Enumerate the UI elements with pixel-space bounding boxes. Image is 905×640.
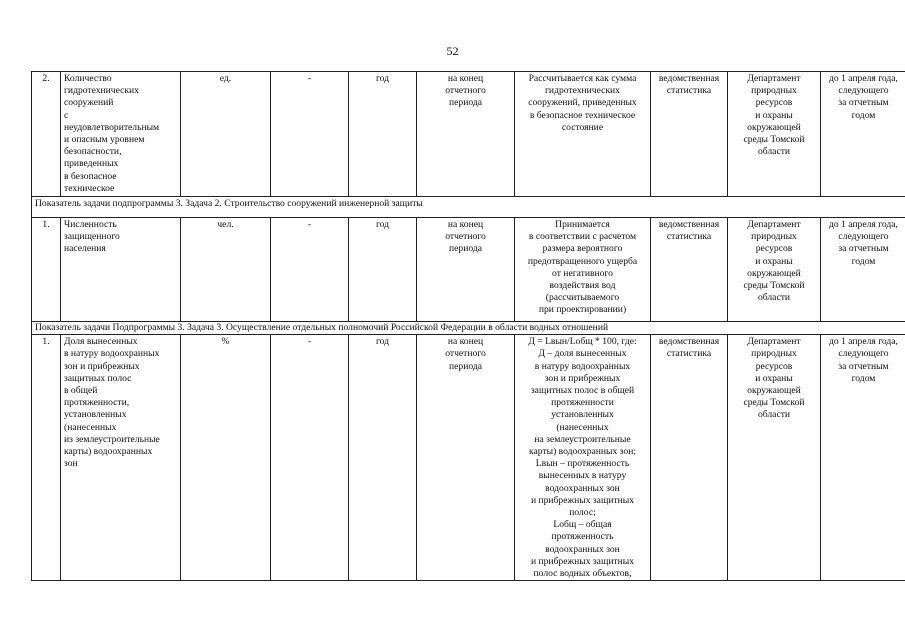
section-title: Показатель задачи подпрограммы 3. Задача 2. Строительство сооружений инженерной защиты bbox=[32, 197, 905, 218]
indicator-name: Численность защищенного населения bbox=[61, 218, 181, 322]
row-number: 1. bbox=[32, 218, 61, 322]
section-title: Показатель задачи Подпрограммы 3. Задача 3. Осуществление отдельных полномочий Российской Федерации в области водных отношений bbox=[32, 322, 905, 335]
method-cell: Д = Lвын/Lобщ * 100, где: Д – доля вынесенных в натуру водоохранных зон и прибрежных защитных полос в общей протяженности установленных (нанесенных на землеустроительные карты) водоохранных зон; Lвын – протяженность вынесенных в натуру водоохранных зон и прибрежных защитных полос; Lобщ – общая протяженность водоохранных зон и прибрежных защитных полос водных объектов, bbox=[515, 335, 651, 581]
source-cell: ведомственная статистика bbox=[651, 335, 728, 581]
method-cell: Рассчитывается как сумма гидротехнических сооружений, приведенных в безопасное техническое состояние bbox=[515, 72, 651, 197]
method-cell: Принимается в соответствии с расчетом размера вероятного предотвращенного ущерба от негативного воздействия вод (рассчитываемого при проектировании) bbox=[515, 218, 651, 322]
deadline-cell: до 1 апреля года, следующего за отчетным годом bbox=[821, 218, 905, 322]
moment-cell: на конец отчетного периода bbox=[417, 218, 515, 322]
table-row bbox=[32, 335, 905, 581]
dash-cell: - bbox=[271, 72, 349, 197]
period-cell: год bbox=[349, 335, 417, 581]
unit-cell: % bbox=[181, 335, 271, 581]
indicator-name: Доля вынесенных в натуру водоохранных зон и прибрежных защитных полос в общей протяженности, установленных (нанесенных из землеустроительные карты) водоохранных зон bbox=[61, 335, 181, 581]
indicator-name: Количество гидротехнических сооружений с неудовлетворительным и опасным уровнем безопасности, приведенных в безопасное техническое bbox=[61, 72, 181, 197]
row-number: 1. bbox=[32, 335, 61, 581]
table-row bbox=[32, 72, 905, 197]
responsible-cell: Департамент природных ресурсов и охраны окружающей среды Томской области bbox=[728, 335, 821, 581]
period-cell: год bbox=[349, 72, 417, 197]
table-row bbox=[32, 218, 905, 322]
indicators-table bbox=[31, 71, 905, 581]
page-number: 52 bbox=[446, 44, 459, 58]
row-number: 2. bbox=[32, 72, 61, 197]
dash-cell: - bbox=[271, 218, 349, 322]
moment-cell: на конец отчетного периода bbox=[417, 335, 515, 581]
period-cell: год bbox=[349, 218, 417, 322]
section-row bbox=[32, 197, 905, 218]
responsible-cell: Департамент природных ресурсов и охраны окружающей среды Томской области bbox=[728, 72, 821, 197]
deadline-cell: до 1 апреля года, следующего за отчетным годом bbox=[821, 72, 905, 197]
unit-cell: ед. bbox=[181, 72, 271, 197]
deadline-cell: до 1 апреля года, следующего за отчетным годом bbox=[821, 335, 905, 581]
dash-cell: - bbox=[271, 335, 349, 581]
source-cell: ведомственная статистика bbox=[651, 72, 728, 197]
responsible-cell: Департамент природных ресурсов и охраны окружающей среды Томской области bbox=[728, 218, 821, 322]
section-row bbox=[32, 322, 905, 335]
source-cell: ведомственная статистика bbox=[651, 218, 728, 322]
moment-cell: на конец отчетного периода bbox=[417, 72, 515, 197]
unit-cell: чел. bbox=[181, 218, 271, 322]
